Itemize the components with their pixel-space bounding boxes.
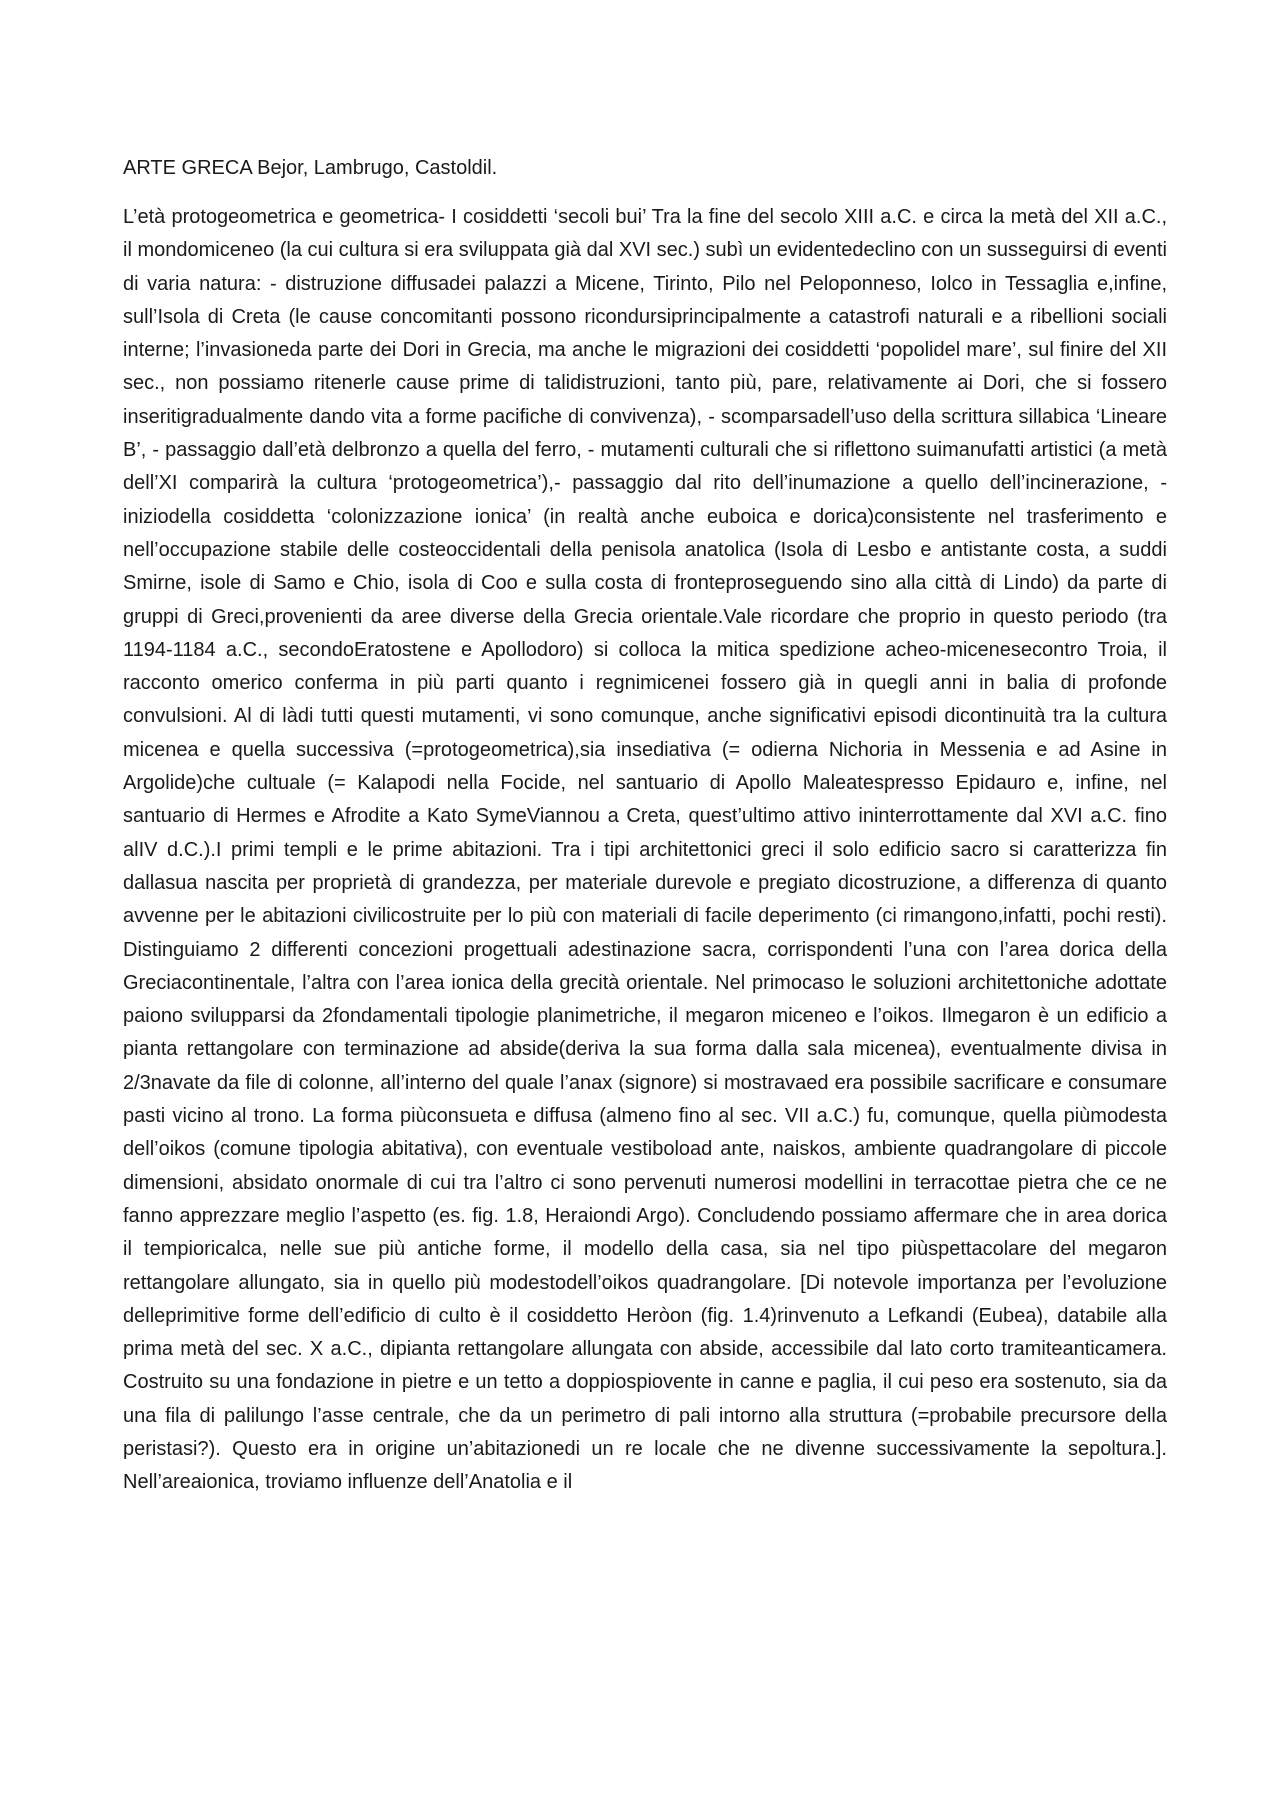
body-paragraph: L’età protogeometrica e geometrica- I cosiddetti ‘secoli bui’ Tra la fine del secolo XIII a.C. e circa la metà del XII a.C., il mondomiceneo (la cui cultura si era sviluppata già dal XVI sec.) subì un evidentedeclino con un susseguirsi di eventi di varia natura: - distruzione diffusadei palazzi a Micene, Tirinto, Pilo nel Peloponneso, Iolco in Tessaglia e,infine, sull’Isola di Creta (le cause concomitanti possono ricondursiprincipalmente a catastrofi naturali e a ribellioni sociali interne; l’invasioneda parte dei Dori in Grecia, ma anche le migrazioni dei cosiddetti ‘popolidel mare’, sul finire del XII sec., non possiamo ritenerle cause prime di talidistruzioni, tanto più, pare, relativamente ai Dori, che si fossero inseritigradualmente dando vita a forme pacifiche di convivenza), - scomparsadell’uso della scrittura sillabica ‘Lineare B’, - passaggio dall’età delbronzo a quella del ferro, - mutamenti culturali che si riflettono suimanufatti artistici (a metà dell’XI comparirà la cultura ‘protogeometrica’),- passaggio dal rito dell’inumazione a quello dell’incinerazione, - iniziodella cosiddetta ‘colonizzazione ionica’ (in realtà anche euboica e dorica)consistente nel trasferimento e nell’occupazione stabile delle costeoccidentali della penisola anatolica (Isola di Lesbo e antistante costa, a suddi Smirne, isole di Samo e Chio, isola di Coo e sulla costa di fronteproseguendo sino alla città di Lindo) da parte di gruppi di Greci,provenienti da aree diverse della Grecia orientale.Vale ricordare che proprio in questo periodo (tra 1194-1184 a.C., secondoEratostene e Apollodoro) si colloca la mitica spedizione acheo-micenesecontro Troia, il racconto omerico conferma in più parti quanto i regnimicenei fossero già in quegli anni in balia di profonde convulsioni. Al di làdi tutti questi mutamenti, vi sono comunque, anche significativi episodi dicontinuità tra la cultura micenea e quella successiva (=protogeometrica),sia insediativa (= odierna Nichoria in Messenia e ad Asine in Argolide)che cultuale (= Kalapodi nella Focide, nel santuario di Apollo Maleatespresso Epidauro e, infine, nel santuario di Hermes e Afrodite a Kato SymeViannou a Creta, quest’ultimo attivo ininterrottamente dal XVI a.C. fino alIV d.C.).I primi templi e le prime abitazioni. Tra i tipi architettonici greci il solo edificio sacro si caratterizza fin dallasua nascita per proprietà di grandezza, per materiale durevole e pregiato dicostruzione, a differenza di quanto avvenne per le abitazioni civilicostruite per lo più con materiali di facile deperimento (ci rimangono,infatti, pochi resti). Distinguiamo 2 differenti concezioni progettuali adestinazione sacra, corrispondenti l’una con l’area dorica della Greciacontinentale, l’altra con l’area ionica della grecità orientale. Nel primocaso le soluzioni architettoniche adottate paiono svilupparsi da 2fondamentali tipologie planimetriche, il megaron miceneo e l’oikos. Ilmegaron è un edificio a pianta rettangolare con terminazione ad abside(deriva la sua forma dalla sala micenea), eventualmente divisa in 2/3navate da file di colonne, all’interno del quale l’anax (signore) si mostravaed era possibile sacrificare e consumare pasti vicino al trono. La forma piùconsueta e diffusa (almeno fino al sec. VII a.C.) fu, comunque, quella piùmodesta dell’oikos (comune tipologia abitativa), con eventuale vestiboload ante, naiskos, ambiente quadrangolare di piccole dimensioni, absidato onormale di cui tra l’altro ci sono pervenuti numerosi modellini in terracottae pietra che ce ne fanno apprezzare meglio l’aspetto (es. fig. 1.8, Heraiondi Argo). Concludendo possiamo affermare che in area dorica il tempioricalca, nelle sue più antiche forme, il modello della casa, sia nel tipo piùspettacolare del megaron rettangolare allungato, sia in quello più modestodell’oikos quadrangolare. [Di notevole importanza per l’evoluzione delleprimitive forme dell’edificio di culto è il cosiddetto Heròon (fig. 1.4)rinvenuto a Lefkandi (Eubea), databile alla prima metà del sec. X a.C., dipianta rettangolare allungata con abside, accessibile dal lato corto tramiteanticamera. Costruito su una fondazione in pietre e un tetto a doppiospiovente in canne e paglia, il cui peso era sostenuto, sia da una fila di palilungo l’asse centrale, che da un perimetro di pali intorno alla struttura (=probabile precursore della peristasi?). Questo era in origine un’abitazionedi un re locale che ne divenne successivamente la sepoltura.]. Nell’areaionica, troviamo influenze dell’Anatolia e il (123, 206, 1167, 1494)
document-page (123, 152, 1167, 1500)
document-title: ARTE GRECA Bejor, Lambrugo, Castoldil. (123, 157, 498, 179)
